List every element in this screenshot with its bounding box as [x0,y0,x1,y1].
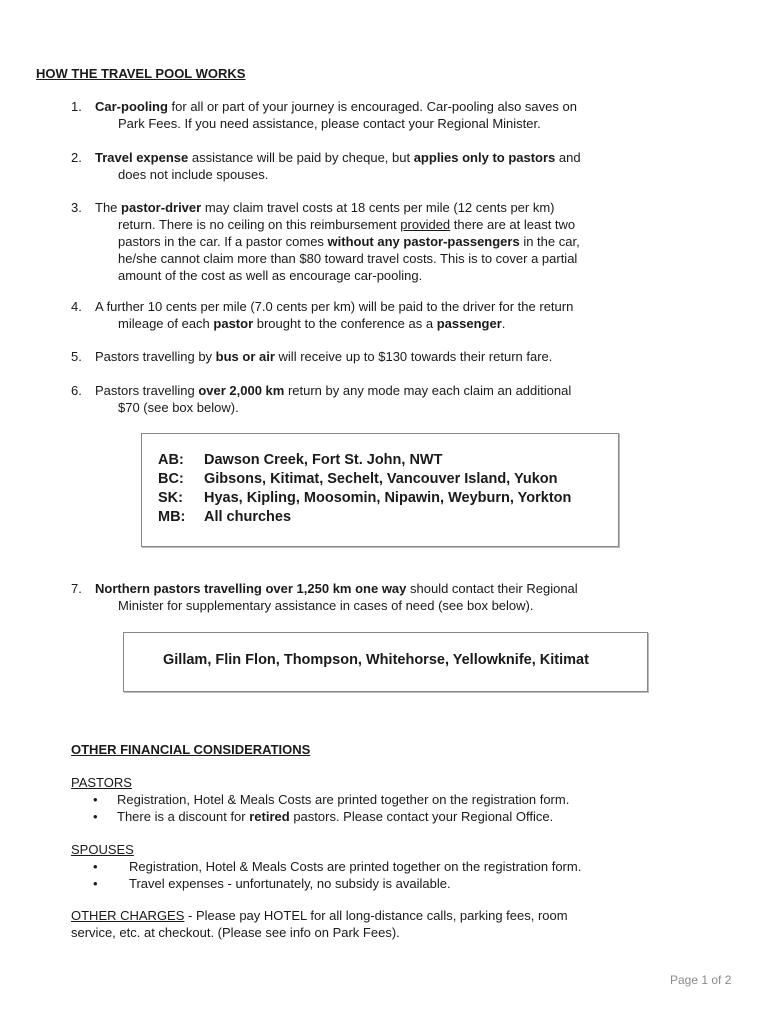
province-places: Dawson Creek, Fort St. John, NWT [204,452,443,468]
item-text: brought to the conference as a [253,316,437,331]
list-item-6 [71,382,631,416]
bullet-text: There is a discount for [117,809,250,824]
item-text: will receive up to $130 towards their return fare. [274,349,553,364]
item-text-line: Minister for supplementary assistance in cases of need (see box below). [118,598,534,613]
item-text: and [555,150,581,165]
item-number: 4. [71,299,82,314]
province-label: BC: [158,471,184,487]
bullet-text: Registration, Hotel & Meals Costs are printed together on the registration form. [129,859,582,874]
province-places: Hyas, Kipling, Moosomin, Nipawin, Weyburn, Yorkton [204,490,572,506]
item-text-line: amount of the cost as well as encourage car-pooling. [118,268,423,283]
pastors-label: PASTORS [71,775,132,790]
item-bold: Travel expense [95,150,189,165]
region-row-bc [158,471,557,488]
item-text: . [501,316,506,331]
list-item-1 [71,98,631,132]
item-text: return by any mode may each claim an additional [284,383,572,398]
item-text: there are at least two [450,217,576,232]
list-item-7 [71,580,631,614]
bullet-icon: • [93,792,98,807]
province-places: Gibsons, Kitimat, Sechelt, Vancouver Island, Yukon [204,471,558,487]
item-text: Pastors travelling [95,383,199,398]
spouses-bullet-2 [93,875,733,892]
other-charges-text: - Please pay HOTEL for all long-distance calls, parking fees, room [184,908,568,923]
item-text: pastors in the car. If a pastor comes [118,234,328,249]
province-label: MB: [158,509,186,525]
list-item-3 [71,199,631,284]
item-number: 2. [71,150,82,165]
item-text-line: $70 (see box below). [118,400,239,415]
item-number: 5. [71,349,82,364]
list-item-2 [71,149,631,183]
item-number: 1. [71,99,82,114]
item-text: in the car, [519,234,580,249]
item-text-line: A further 10 cents per mile (7.0 cents per km) will be paid to the driver for the return [95,299,574,314]
region-row-ab [158,452,442,469]
bullet-text: pastors. Please contact your Regional Office. [289,809,554,824]
bullet-bold: retired [249,809,290,824]
item-bold: Northern pastors travelling over 1,250 km one way [95,581,407,596]
item-text-line: he/she cannot claim more than $80 toward travel costs. This is to cover a partial [118,251,578,266]
bullet-icon: • [93,876,98,891]
item-bold: without any pastor-passengers [327,234,520,249]
province-label: SK: [158,490,183,506]
item-bold: bus or air [215,349,275,364]
item-bold: passenger [436,316,502,331]
list-item-5 [71,348,631,365]
province-label: AB: [158,452,184,468]
item-bold: over 2,000 km [198,383,285,398]
bullet-icon: • [93,859,98,874]
province-places: All churches [204,509,292,525]
list-item-4 [71,298,631,332]
region-box [141,433,619,547]
region-row-mb [158,509,291,526]
pastors-bullet-2 [93,808,713,825]
pastors-bullet-1 [93,791,713,808]
northern-box [123,632,648,692]
bullet-icon: • [93,809,98,824]
item-number: 7. [71,581,82,596]
item-text: for all or part of your journey is encouraged. Car-pooling also saves on [167,99,577,114]
item-bold: pastor-driver [121,200,202,215]
bullet-text: Travel expenses - unfortunately, no subsidy is available. [129,876,451,891]
page-number: Page 1 of 2 [670,973,732,987]
bullet-text: Registration, Hotel & Meals Costs are printed together on the registration form. [117,792,570,807]
item-bold: pastor [213,316,254,331]
item-text-line: Park Fees. If you need assistance, please contact your Regional Minister. [118,116,541,131]
item-bold: Car-pooling [95,99,168,114]
spouses-bullet-1 [93,858,733,875]
page-heading: HOW THE TRAVEL POOL WORKS [36,66,246,81]
item-number: 6. [71,383,82,398]
region-row-sk [158,490,571,507]
item-text: may claim travel costs at 18 cents per mile (12 cents per km) [201,200,555,215]
item-text: The [95,200,122,215]
item-bold: applies only to pastors [413,150,556,165]
item-text: mileage of each [118,316,214,331]
item-underline: provided [400,217,451,232]
other-charges-label: OTHER CHARGES [71,908,185,923]
item-text-line: does not include spouses. [118,167,269,182]
item-text: assistance will be paid by cheque, but [188,150,414,165]
other-charges-line-2: service, etc. at checkout. (Please see info on Park Fees). [71,925,400,940]
spouses-label: SPOUSES [71,842,134,857]
northern-places: Gillam, Flin Flon, Thompson, Whitehorse, Yellowknife, Kitimat [163,652,589,668]
section-heading: OTHER FINANCIAL CONSIDERATIONS [71,742,311,757]
item-text: return. There is no ceiling on this reimbursement [118,217,401,232]
item-text: should contact their Regional [406,581,578,596]
item-text: Pastors travelling by [95,349,216,364]
other-charges [71,907,691,924]
item-number: 3. [71,200,82,215]
